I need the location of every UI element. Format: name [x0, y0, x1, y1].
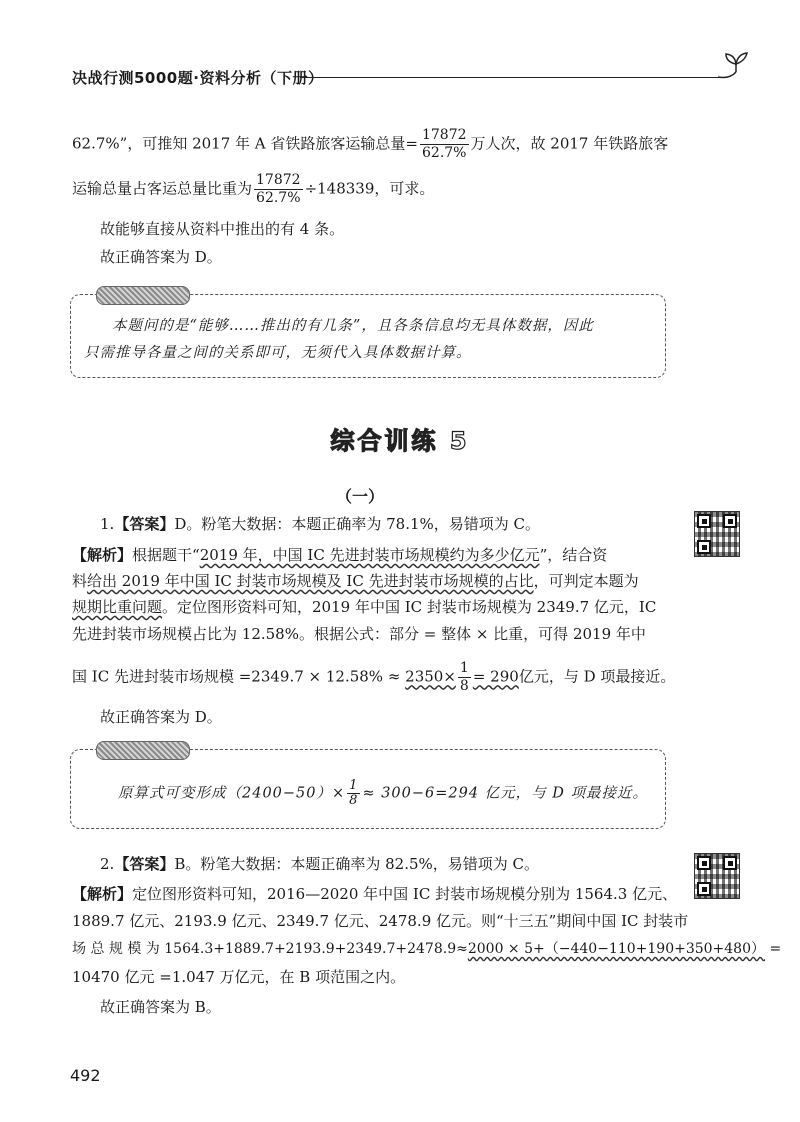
underlined-text: 2000 × 5+（−440−110+190+350+480）	[467, 941, 766, 957]
analysis-line: 1889.7 亿元、2193.9 亿元、2349.7 亿元、2478.9 亿元。则“十三五”期间中国 IC 封装市	[72, 912, 689, 930]
text-segment: 场 总 规 模 为 1564.3+1889.7+2193.9+2349.7+2478.9≈	[72, 941, 468, 957]
answer-line: 故正确答案为 D。	[100, 248, 222, 266]
text-segment: 料	[72, 572, 88, 590]
tip-label-badge	[96, 741, 190, 760]
fraction-denominator: 62.7%	[422, 145, 467, 161]
question-answer-line	[100, 853, 539, 875]
tip-box	[70, 294, 666, 378]
question-answer-line	[100, 513, 540, 535]
fraction	[347, 779, 360, 808]
paragraph-line	[72, 172, 434, 207]
text-segment: 国 IC 先进封装市场规模 =2349.7 × 12.58% ≈	[72, 667, 406, 686]
underlined-text: = 290	[472, 667, 519, 686]
tip-text: 本题问的是“能够……推出的有几条”，且各条信息均无具体数据，因此	[112, 318, 594, 334]
fraction-numerator: 17872	[421, 127, 467, 143]
text-segment: 运输总量占客运总量比重为	[72, 179, 253, 198]
analysis-line: 先进封装市场规模占比为 12.58%。根据公式：部分 = 整体 × 比重，可得 2019 年中	[72, 625, 646, 643]
underlined-text: 2350×	[405, 667, 456, 686]
tip-text: 只需推导各量之间的关系即可，无须代入具体数据计算。	[84, 345, 472, 361]
text-segment: ≈ 300−6=294 亿元，与 D 项最接近。	[362, 785, 649, 802]
underlined-text: 规期比重问题	[72, 598, 163, 616]
fraction-numerator: 17872	[256, 172, 301, 188]
page-number: 492	[70, 1066, 101, 1085]
answer-tag: 【答案】	[114, 855, 175, 873]
analysis-tag: 【解析】	[72, 885, 133, 903]
underlined-text: 2019 年，中国 IC 先进封装市场规模约为多少亿元	[199, 546, 540, 564]
section-title: 综合训练 5	[330, 427, 470, 455]
text-segment: 原算式可变形成（2400−50）×	[118, 785, 346, 802]
analysis-line	[72, 596, 656, 618]
text-segment: ÷148339，可求。	[304, 179, 435, 198]
paragraph-line	[72, 127, 668, 162]
text-segment: 。定位图形资料可知，2019 年中国 IC 封装市场规模为 2349.7 亿元，IC	[162, 598, 657, 616]
text-segment: 亿元，与 D 项最接近。	[518, 667, 676, 686]
tip-label-badge	[96, 286, 190, 305]
answer-line: 故正确答案为 D。	[100, 708, 222, 726]
text-segment: =	[765, 941, 782, 957]
text-segment: 定位图形资料可知，2016—2020 年中国 IC 封装市场规模分别为 1564.3 亿元、	[132, 885, 678, 903]
question-number: 2.	[100, 855, 115, 873]
fraction	[458, 660, 471, 695]
fraction-denominator: 8	[349, 793, 359, 808]
analysis-line	[72, 883, 677, 905]
fraction	[254, 172, 303, 207]
paragraph-line: 故能够直接从资料中推出的有 4 条。	[100, 220, 345, 238]
fraction-numerator: 1	[459, 660, 469, 676]
analysis-line: 10470 亿元 =1.047 万亿元，在 B 项范围之内。	[72, 968, 406, 986]
fraction	[420, 127, 469, 162]
analysis-line	[72, 570, 639, 592]
text-segment: 万人次，故 2017 年铁路旅客	[470, 134, 669, 153]
sprout-icon	[716, 50, 752, 84]
section-subtitle: （一）	[335, 487, 384, 506]
fraction-denominator: 62.7%	[256, 190, 301, 206]
answer-text: D。粉笔大数据：本题正确率为 78.1%，易错项为 C。	[174, 515, 541, 533]
qr-code-icon	[694, 853, 740, 899]
answer-text: B。粉笔大数据：本题正确率为 82.5%，易错项为 C。	[174, 855, 540, 873]
answer-tag: 【答案】	[114, 515, 175, 533]
analysis-line	[72, 544, 607, 566]
answer-line: 故正确答案为 B。	[100, 998, 221, 1016]
analysis-line	[72, 938, 781, 960]
header-rule	[300, 77, 720, 78]
running-header-title: 决战行测5000题·资料分析（下册）	[72, 69, 324, 87]
question-number: 1.	[100, 515, 115, 533]
underlined-text: 给出 2019 年中国 IC 封装市场规模及 IC 先进封装市场规模的占比	[87, 572, 534, 590]
text-segment: ”，结合资	[539, 546, 608, 564]
analysis-line	[72, 660, 675, 695]
tip-text	[118, 779, 648, 808]
qr-code-icon	[694, 511, 740, 557]
text-segment: ，可判定本题为	[533, 572, 639, 590]
fraction-numerator: 1	[349, 778, 359, 793]
analysis-tag: 【解析】	[72, 546, 133, 564]
text-segment: 62.7%”，可推知 2017 年 A 省铁路旅客运输总量=	[72, 134, 418, 153]
text-segment: 根据题干“	[132, 546, 200, 564]
fraction-denominator: 8	[459, 678, 469, 694]
